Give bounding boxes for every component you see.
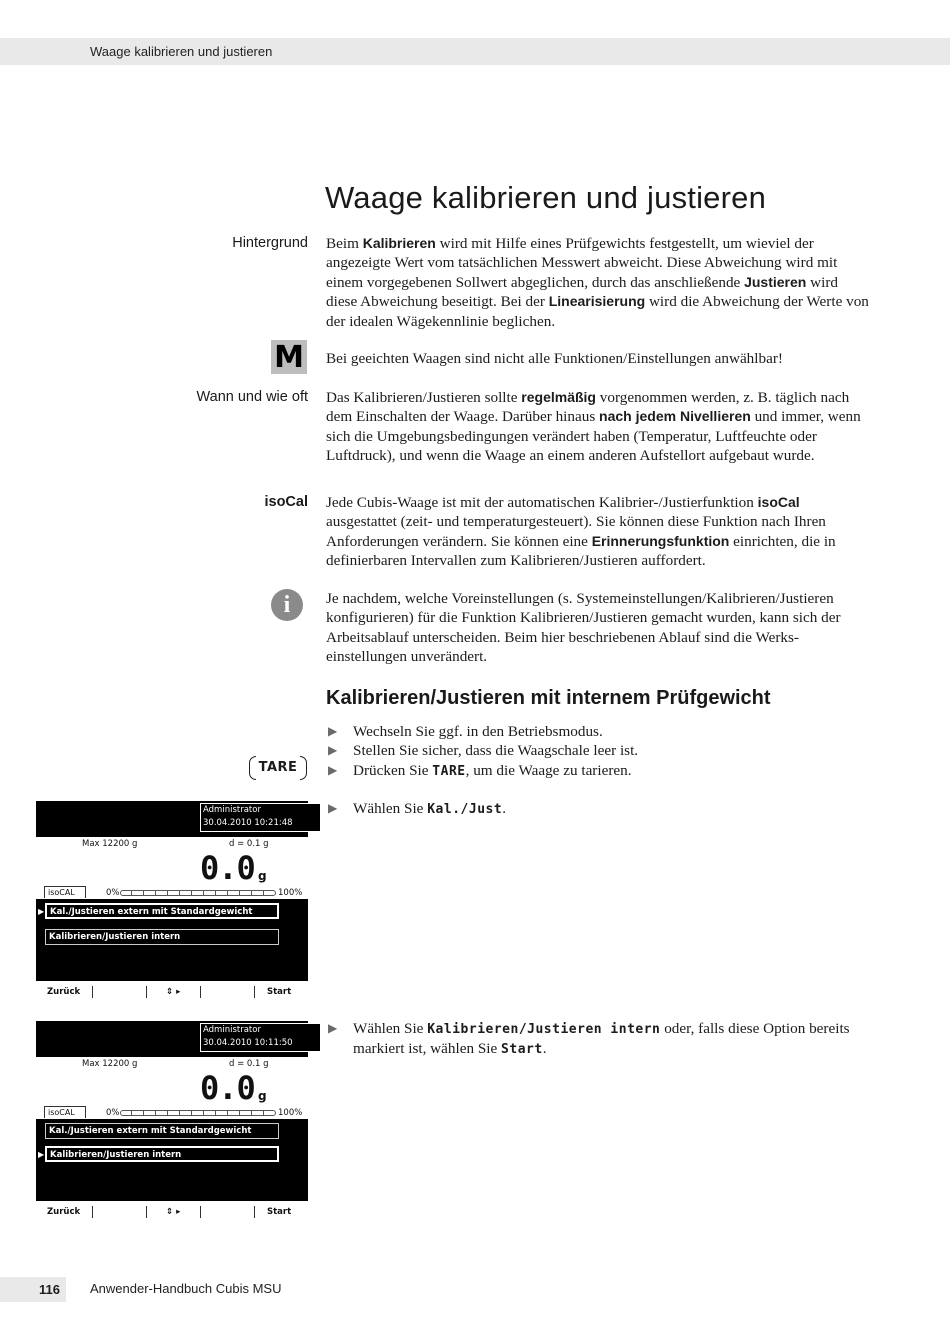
steps-list-a <box>328 722 868 781</box>
section-heading: Kalibrieren/Justieren mit internem Prüfgewicht <box>326 687 771 709</box>
side-label-wann: Wann und wie oft <box>196 389 308 405</box>
back-softkey[interactable]: Zurück <box>47 987 81 997</box>
bargraph <box>120 1110 276 1116</box>
softkey-divider <box>146 1206 147 1218</box>
user-name: Administrator <box>203 1025 261 1035</box>
readability: d = 0.1 g <box>229 839 269 849</box>
navigate-softkey[interactable]: ⇕ ▸ <box>166 987 181 997</box>
step-item: ▶ Drücken Sie TARE, um die Waage zu tarieren. <box>328 761 632 779</box>
softkey-divider <box>146 986 147 998</box>
tare-key-icon: TARE <box>249 756 307 780</box>
max-capacity: Max 12200 g <box>82 839 138 849</box>
menu-item-extern[interactable]: Kal./Justieren extern mit Standardgewicht <box>45 903 279 919</box>
start-softkey[interactable]: Start <box>267 1207 292 1217</box>
paragraph-info: Je nachdem, welche Voreinstellungen (s. Systemeinstellungen/Kalibrieren/Justieren konfigurieren) für die Funktion Kalibrieren/Justieren gemacht wurden, kann sich der Arbeitsablauf unterscheiden. Beim hier beschriebenen Ablauf sind die Werks-einstellungen unverändert. <box>326 590 841 666</box>
back-softkey[interactable]: Zurück <box>47 1207 81 1217</box>
datetime: 30.04.2010 10:21:48 <box>203 818 293 828</box>
running-head-text: Waage kalibrieren und justieren <box>90 44 273 59</box>
weight-unit: g <box>258 1089 267 1103</box>
weigh-display <box>36 837 308 899</box>
step-item: ▶ Wählen Sie Kal./Just. <box>328 800 506 817</box>
menu-area <box>36 899 308 981</box>
paragraph-wann: Das Kalibrieren/Justieren sollte regelmäßig vorgenommen werden, z. B. täglich nach dem Einschalten der Waage. Darüber hinaus nach jedem Nivellieren und immer, wenn sich die Umgebungsbedingungen verändert haben (Temperatur, Luftfeuchte oder Luftdruck), und wenn die Waage an einem anderen Aufstellort aufgebaut wurde. <box>326 389 861 465</box>
bargraph <box>120 890 276 896</box>
menu-item-intern[interactable]: Kalibrieren/Justieren intern <box>45 929 279 945</box>
datetime: 30.04.2010 10:11:50 <box>203 1038 293 1048</box>
navigate-softkey[interactable]: ⇕ ▸ <box>166 1207 181 1217</box>
softkey-divider <box>254 1206 255 1218</box>
weight-unit: g <box>258 869 267 883</box>
steps-list-b <box>328 799 868 819</box>
page-title: Waage kalibrieren und justieren <box>325 180 767 215</box>
arrow-icon: ▶ <box>328 724 338 738</box>
softkey-divider <box>92 1206 93 1218</box>
user-box <box>200 803 321 832</box>
cursor-icon: ▶ <box>38 907 45 916</box>
isocal-tab[interactable]: isoCAL <box>44 886 86 898</box>
readability: d = 0.1 g <box>229 1059 269 1069</box>
page-number: 116 <box>0 1277 66 1302</box>
running-head <box>0 38 950 65</box>
softkey-bar <box>36 1203 308 1223</box>
max-capacity: Max 12200 g <box>82 1059 138 1069</box>
weigh-display <box>36 1057 308 1119</box>
isocal-tab[interactable]: isoCAL <box>44 1106 86 1118</box>
menu-area <box>36 1119 308 1201</box>
cursor-icon: ▶ <box>38 1150 45 1159</box>
step-item: ▶ Stellen Sie sicher, dass die Waagschale leer ist. <box>328 742 639 760</box>
arrow-icon: ▶ <box>328 1021 338 1035</box>
bargraph-max: 100% <box>278 888 303 898</box>
bargraph-max: 100% <box>278 1108 303 1118</box>
side-label-isocal: isoCal <box>264 494 308 510</box>
bargraph-min: 0% <box>106 888 120 898</box>
softkey-divider <box>200 1206 201 1218</box>
info-icon: i <box>271 589 303 621</box>
softkey-divider <box>254 986 255 998</box>
arrow-icon: ▶ <box>328 801 338 815</box>
balance-screen-2 <box>36 1021 308 1223</box>
balance-screen-1 <box>36 801 308 1003</box>
footer-title: Anwender-Handbuch Cubis MSU <box>90 1281 282 1296</box>
softkey-divider <box>200 986 201 998</box>
softkey-divider <box>92 986 93 998</box>
softkey-bar <box>36 983 308 1003</box>
side-label-hintergrund: Hintergrund <box>232 235 308 251</box>
arrow-icon: ▶ <box>328 743 338 758</box>
menu-item-intern[interactable]: Kalibrieren/Justieren intern <box>45 1146 279 1162</box>
m-note-icon: M <box>271 340 307 374</box>
arrow-icon: ▶ <box>328 762 338 777</box>
start-softkey[interactable]: Start <box>267 987 292 997</box>
paragraph-hintergrund: Beim Kalibrieren wird mit Hilfe eines Prüfgewichts festgestellt, um wieviel der angezeigte Wert vom tatsächlichen Messwert abweicht. Diese Abweichung wird mit einem vorgegebenen Sollwert abgeglichen, durch das anschließende Justieren wird diese Abweichung beseitigt. Bei der Linearisierung wird die Abweichung der Werte von der idealen Wägekennlinie beglichen. <box>326 235 869 330</box>
step-item: ▶ Wählen Sie Kalibrieren/Justieren intern oder, falls diese Option bereits markiert ist, wählen Sie Start. <box>328 1020 850 1058</box>
weight-reading: 0.0 <box>200 849 255 887</box>
paragraph-m-note: Bei geeichten Waagen sind nicht alle Funktionen/Einstellungen anwählbar! <box>326 350 783 367</box>
user-name: Administrator <box>203 805 261 815</box>
bargraph-min: 0% <box>106 1108 120 1118</box>
menu-item-extern[interactable]: Kal./Justieren extern mit Standardgewicht <box>45 1123 279 1139</box>
steps-list-c <box>328 1019 868 1060</box>
step-item: ▶ Wechseln Sie ggf. in den Betriebsmodus. <box>328 723 603 740</box>
user-box <box>200 1023 321 1052</box>
weight-reading: 0.0 <box>200 1069 255 1107</box>
paragraph-isocal: Jede Cubis-Waage ist mit der automatischen Kalibrier-/Justierfunktion isoCal ausgestattet (zeit- und temperaturgesteuert). Sie können diese Funktion nach Ihren Anforderungen verändern. Sie können eine Erinnerungsfunktion einrichten, die in definierbaren Intervallen zum Kalibrieren/Justieren auffordert. <box>326 494 836 570</box>
